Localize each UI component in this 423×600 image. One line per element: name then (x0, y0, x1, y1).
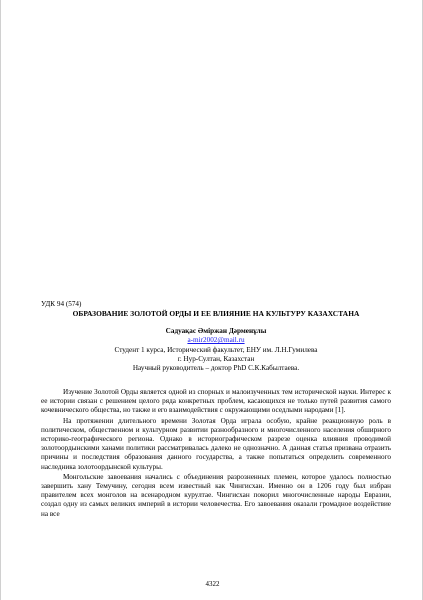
paragraph-2: На протяжении длительного времени Золотая Орда играла особую, крайне реакционную роль в политическом, общественном и культурном развитии разнообразного и многочисленного населения обширного историко-географического региона. Однако в историографическом разрезе оценка влияния проводимой золотоордынскими ханами политики рассматривалась далеко не однозначно. А данная статья призвана отразить причины и последствия образования данного государства, а также попытаться определить современного наследника золотоордынской культуры. (41, 416, 391, 471)
article-body (41, 388, 391, 520)
author-email-link[interactable]: a-mir2002@mail.ru (187, 336, 245, 345)
udk-code: УДК 94 (574) (41, 300, 82, 308)
paragraph-3: Монгольские завоевания начались с объединения разрозненных племен, которое удалось полностью завершить хану Темучину, сегодня всем известный как Чингисхан. Именно он в 1206 году был избран правителем всех монголов на всенародном курултае. Чингисхан покорил многочисленные народы Евразии, создал одну из самых великих империй в истории человечества. Его завоевания оказали громадное воздействие на все (41, 472, 391, 518)
page-number: 4322 (205, 580, 220, 588)
article-header (41, 300, 391, 373)
author-city: г. Нур-Султан, Казахстан (177, 354, 255, 363)
author-block (41, 327, 391, 373)
paragraph-1: Изучение Золотой Орды является одной из спорных и малоизученных тем исторической науки. Интерес к ее истории связан с решением целого ряда конкретных проблем, касающихся не только путей развития самого кочевнического общества, но также и его взаимодействия с окружающими оседлыми народами [1]. (41, 388, 391, 415)
author-affiliation: Студент 1 курса, Исторический факультет, ЕНУ им. Л.Н.Гумилева (114, 345, 318, 354)
author-name: Садуақас Әміржан Дәрменұлы (165, 327, 267, 335)
article-title: ОБРАЗОВАНИЕ ЗОЛОТОЙ ОРДЫ И ЕЕ ВЛИЯНИЕ НА КУЛЬТУРУ КАЗАХСТАНА (72, 309, 360, 318)
supervisor: Научный руководитель – доктор PhD С.К.Кабылтаева. (132, 364, 300, 373)
